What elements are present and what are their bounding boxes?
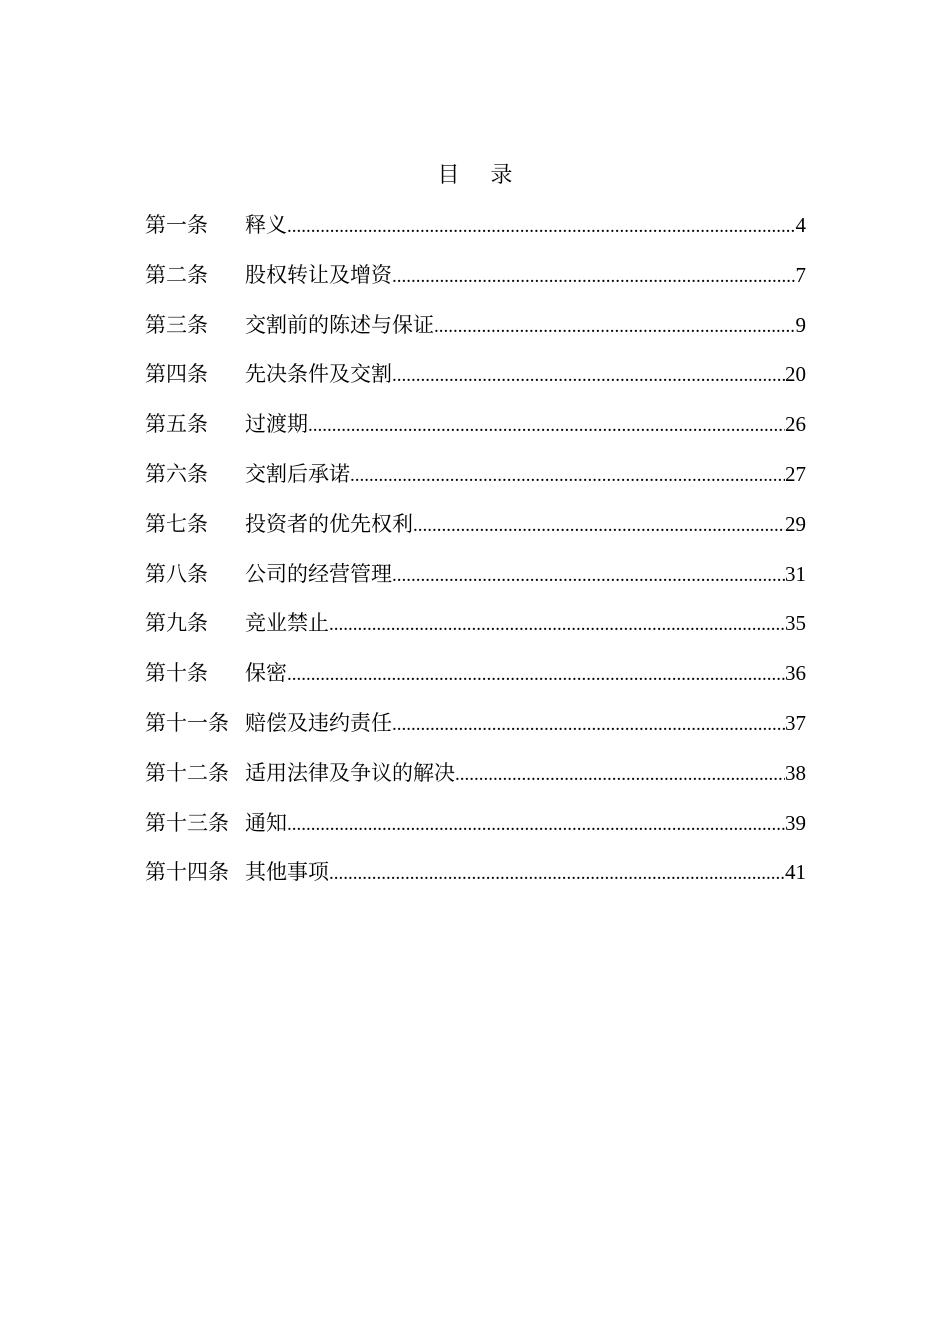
toc-entry-number: 第一条 — [145, 213, 208, 237]
toc-entry[interactable] — [145, 507, 806, 557]
toc-entry-page: 7 — [795, 262, 806, 287]
toc-entry-label: 通知 — [245, 810, 287, 835]
toc-dot-leader — [350, 459, 785, 493]
toc-entry-number: 第七条 — [145, 511, 208, 536]
toc-dot-leader — [392, 708, 785, 742]
toc-entry-page: 39 — [785, 810, 806, 835]
toc-entry-page: 41 — [785, 860, 806, 885]
toc-entry-label: 过渡期 — [245, 412, 308, 437]
toc-dot-leader — [392, 559, 785, 593]
toc-entry-page: 36 — [785, 661, 806, 686]
toc-entry-number: 第六条 — [145, 461, 208, 486]
toc-entry-number: 第三条 — [145, 312, 208, 337]
toc-dot-leader — [329, 857, 785, 891]
toc-entry[interactable] — [145, 357, 806, 407]
toc-entry[interactable] — [145, 407, 806, 457]
toc-entry[interactable] — [145, 855, 806, 905]
toc-entry[interactable] — [145, 308, 806, 358]
toc-dot-leader — [308, 409, 785, 443]
toc-entry-label: 保密 — [245, 661, 287, 686]
toc-entry-page: 20 — [785, 362, 806, 387]
toc-entry-number: 第十一条 — [145, 710, 229, 735]
toc-entry-number: 第八条 — [145, 561, 208, 586]
toc-list — [145, 208, 806, 905]
toc-entry-label: 股权转让及增资 — [245, 262, 392, 287]
toc-entry-number: 第九条 — [145, 611, 208, 636]
toc-entry-page: 27 — [785, 461, 806, 486]
toc-entry[interactable] — [145, 756, 806, 806]
toc-entry[interactable] — [145, 706, 806, 756]
toc-dot-leader — [392, 359, 785, 393]
toc-entry[interactable] — [145, 258, 806, 308]
toc-entry-page: 38 — [785, 760, 806, 785]
toc-entry-label: 交割后承诺 — [245, 461, 350, 486]
toc-dot-leader — [287, 210, 796, 244]
toc-entry-number: 第五条 — [145, 412, 208, 437]
toc-entry-page: 26 — [785, 412, 806, 437]
toc-dot-leader — [392, 260, 796, 294]
toc-entry[interactable] — [145, 208, 806, 258]
toc-entry-label: 适用法律及争议的解决 — [245, 760, 455, 785]
toc-entry-page: 9 — [795, 312, 806, 337]
toc-dot-leader — [413, 509, 785, 543]
toc-dot-leader — [287, 808, 785, 842]
toc-entry-label: 其他事项 — [245, 860, 329, 885]
toc-entry-number: 第十二条 — [145, 760, 229, 785]
toc-dot-leader — [287, 658, 785, 692]
toc-entry-page: 37 — [785, 710, 806, 735]
toc-entry-page: 4 — [795, 213, 806, 237]
toc-entry-label: 竞业禁止 — [245, 611, 329, 636]
toc-entry-label: 交割前的陈述与保证 — [245, 312, 434, 337]
toc-entry[interactable] — [145, 656, 806, 706]
toc-entry[interactable] — [145, 557, 806, 607]
toc-entry-label: 公司的经营管理 — [245, 561, 392, 586]
toc-entry-number: 第十三条 — [145, 810, 229, 835]
toc-dot-leader — [329, 608, 785, 642]
toc-entry-label: 释义 — [245, 213, 287, 237]
toc-entry-page: 29 — [785, 511, 806, 536]
toc-entry-page: 35 — [785, 611, 806, 636]
toc-dot-leader — [434, 310, 796, 344]
toc-entry-label: 赔偿及违约责任 — [245, 710, 392, 735]
toc-entry-label: 投资者的优先权利 — [245, 511, 413, 536]
toc-dot-leader — [455, 758, 785, 792]
toc-entry[interactable] — [145, 606, 806, 656]
toc-entry-label: 先决条件及交割 — [245, 362, 392, 387]
toc-entry-page: 31 — [785, 561, 806, 586]
toc-entry-number: 第十条 — [145, 661, 208, 686]
toc-title: 目 录 — [437, 163, 525, 188]
toc-entry-number: 第四条 — [145, 362, 208, 387]
toc-entry-number: 第十四条 — [145, 860, 229, 885]
toc-entry-number: 第二条 — [145, 262, 208, 287]
toc-entry[interactable] — [145, 457, 806, 507]
toc-entry[interactable] — [145, 806, 806, 856]
